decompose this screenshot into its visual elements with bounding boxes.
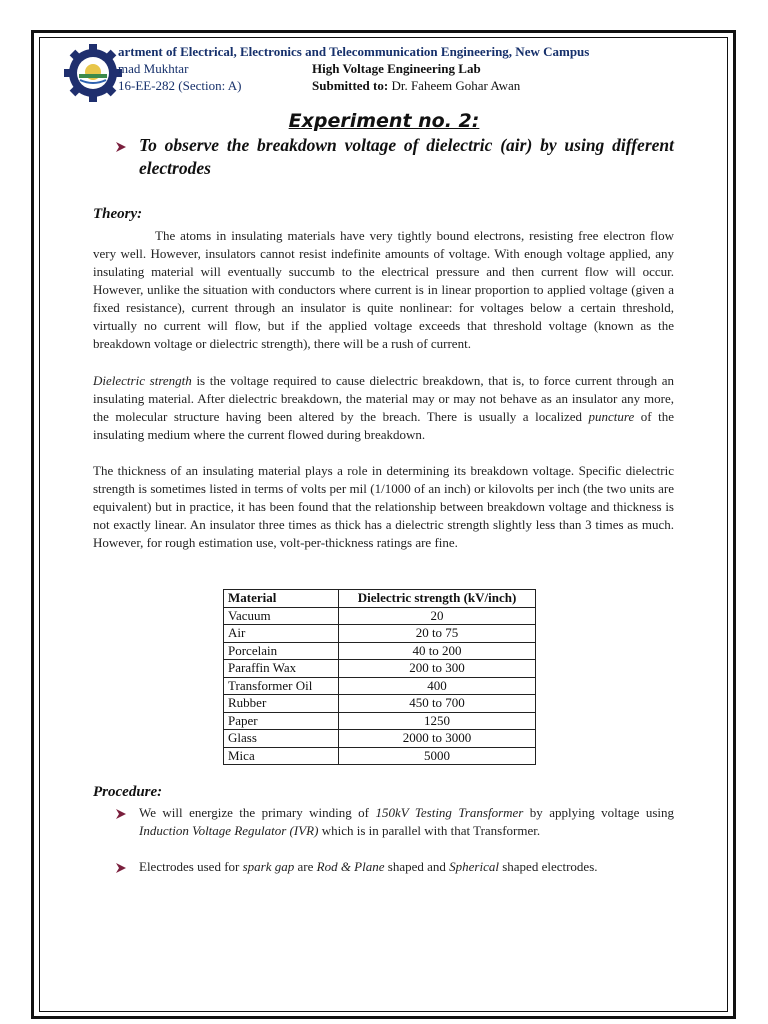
table-row: [224, 677, 536, 695]
term-rod-plane: Rod & Plane: [316, 859, 385, 874]
table-cell: Vacuum: [224, 607, 339, 625]
lab-name: High Voltage Engineering Lab: [312, 61, 481, 76]
table-cell: Glass: [224, 730, 339, 748]
step-2-text-d: shaped electrodes.: [498, 859, 598, 874]
theory-heading: Theory:: [93, 206, 143, 222]
table-row: [224, 730, 536, 748]
theory-paragraph-1: [93, 227, 674, 353]
theory-paragraph-2-text-b: of the insulating medium where the current flowed during breakdown.: [93, 409, 674, 442]
supervisor-name: Dr. Faheem Gohar Awan: [391, 78, 521, 93]
theory-paragraph-2-text-a: is the voltage required to cause dielectric breakdown, that is, to force current through an insulating material. After dielectric breakdown, the material may or may not behave as an insulator any more, the molecular structure having been altered by the breach. There is usually a localized: [93, 373, 675, 424]
step-2-text-c: shaped and: [384, 859, 450, 874]
term-dielectric-strength: Dielectric strength: [93, 373, 192, 388]
term-spherical: Spherical: [449, 859, 499, 874]
step-1-text-c: which is in parallel with that Transformer.: [318, 823, 541, 838]
table-row: [224, 695, 536, 713]
dielectric-strength-table: [223, 589, 536, 765]
table-cell: Paraffin Wax: [224, 660, 339, 678]
procedure-step-2: [139, 858, 674, 876]
term-spark-gap: spark gap: [242, 859, 295, 874]
term-puncture: puncture: [588, 409, 635, 424]
table-cell: 20: [339, 607, 536, 625]
student-name: mad Mukhtar: [118, 61, 189, 76]
theory-paragraph-2: [93, 372, 674, 444]
bullet-arrow-icon: [115, 808, 127, 820]
table-cell: 5000: [339, 747, 536, 765]
procedure-heading: Procedure:: [93, 784, 163, 800]
table-cell: 40 to 200: [339, 642, 536, 660]
bullet-arrow-icon: [115, 141, 127, 153]
university-logo-icon: [62, 42, 124, 104]
table-row: [224, 660, 536, 678]
table-header-row: [224, 590, 536, 608]
table-cell: Air: [224, 625, 339, 643]
table-row: [224, 625, 536, 643]
procedure-step-1: [139, 804, 674, 840]
table-cell: Rubber: [224, 695, 339, 713]
table-row: [224, 712, 536, 730]
table-cell: Paper: [224, 712, 339, 730]
table-cell: 1250: [339, 712, 536, 730]
experiment-objective: To observe the breakdown voltage of dielectric (air) by using different electrodes: [139, 135, 674, 178]
step-2-text-b: are: [294, 859, 317, 874]
table-row: [224, 642, 536, 660]
table-cell: 2000 to 3000: [339, 730, 536, 748]
roll-section: 16-EE-282 (Section: A): [118, 78, 242, 93]
step-2-text-a: Electrodes used for: [139, 859, 243, 874]
table-header-strength: Dielectric strength (kV/inch): [339, 590, 536, 608]
department-header: artment of Electrical, Electronics and Telecommunication Engineering, New Campus: [118, 44, 590, 59]
submitted-label: Submitted to:: [312, 78, 389, 93]
table-row: [224, 607, 536, 625]
experiment-title: Experiment no. 2:: [288, 110, 480, 132]
table-header-material: Material: [224, 590, 339, 608]
submitted-to: [312, 78, 520, 94]
bullet-arrow-icon: [115, 862, 127, 874]
theory-paragraph-1-text: The atoms in insulating materials have very tightly bound electrons, resisting free electron flow very well. However, insulators cannot resist indefinite amounts of voltage. With enough voltage applied, any insulating material will eventually succumb to the electrical pressure and then current flow will occur. However, unlike the situation with conductors where current is in linear proportion to applied voltage (given a fixed resistance), current through an insulator is quite nonlinear: for voltages below a certain threshold, virtually no current will flow, but if the applied voltage exceeds that threshold voltage (known as the breakdown voltage or dielectric strength), there will be a rush of current.: [93, 228, 674, 351]
term-testing-transformer: 150kV Testing Transformer: [375, 805, 524, 820]
table-cell: 200 to 300: [339, 660, 536, 678]
table-row: [224, 747, 536, 765]
theory-paragraph-3: The thickness of an insulating material plays a role in determining its breakdown voltage. Specific dielectric strength is sometimes listed in terms of volts per mil (1/1000 of an inch) or kilovolts per inch (the two units are equivalent) but in practice, it has been found that the relationship between breakdown voltage and thickness is not exactly linear. An insulator three times as thick has a dielectric strength slightly less than 3 times as much. However, for rough estimation use, volt-per-thickness ratings are fine.: [93, 463, 674, 550]
step-1-text-b: by applying voltage using: [523, 805, 674, 820]
table-cell: 20 to 75: [339, 625, 536, 643]
term-ivr: Induction Voltage Regulator (IVR): [139, 823, 319, 838]
table-cell: Mica: [224, 747, 339, 765]
table-cell: Transformer Oil: [224, 677, 339, 695]
table-cell: Porcelain: [224, 642, 339, 660]
table-cell: 400: [339, 677, 536, 695]
step-1-text-a: We will energize the primary winding of: [139, 805, 376, 820]
table-cell: 450 to 700: [339, 695, 536, 713]
